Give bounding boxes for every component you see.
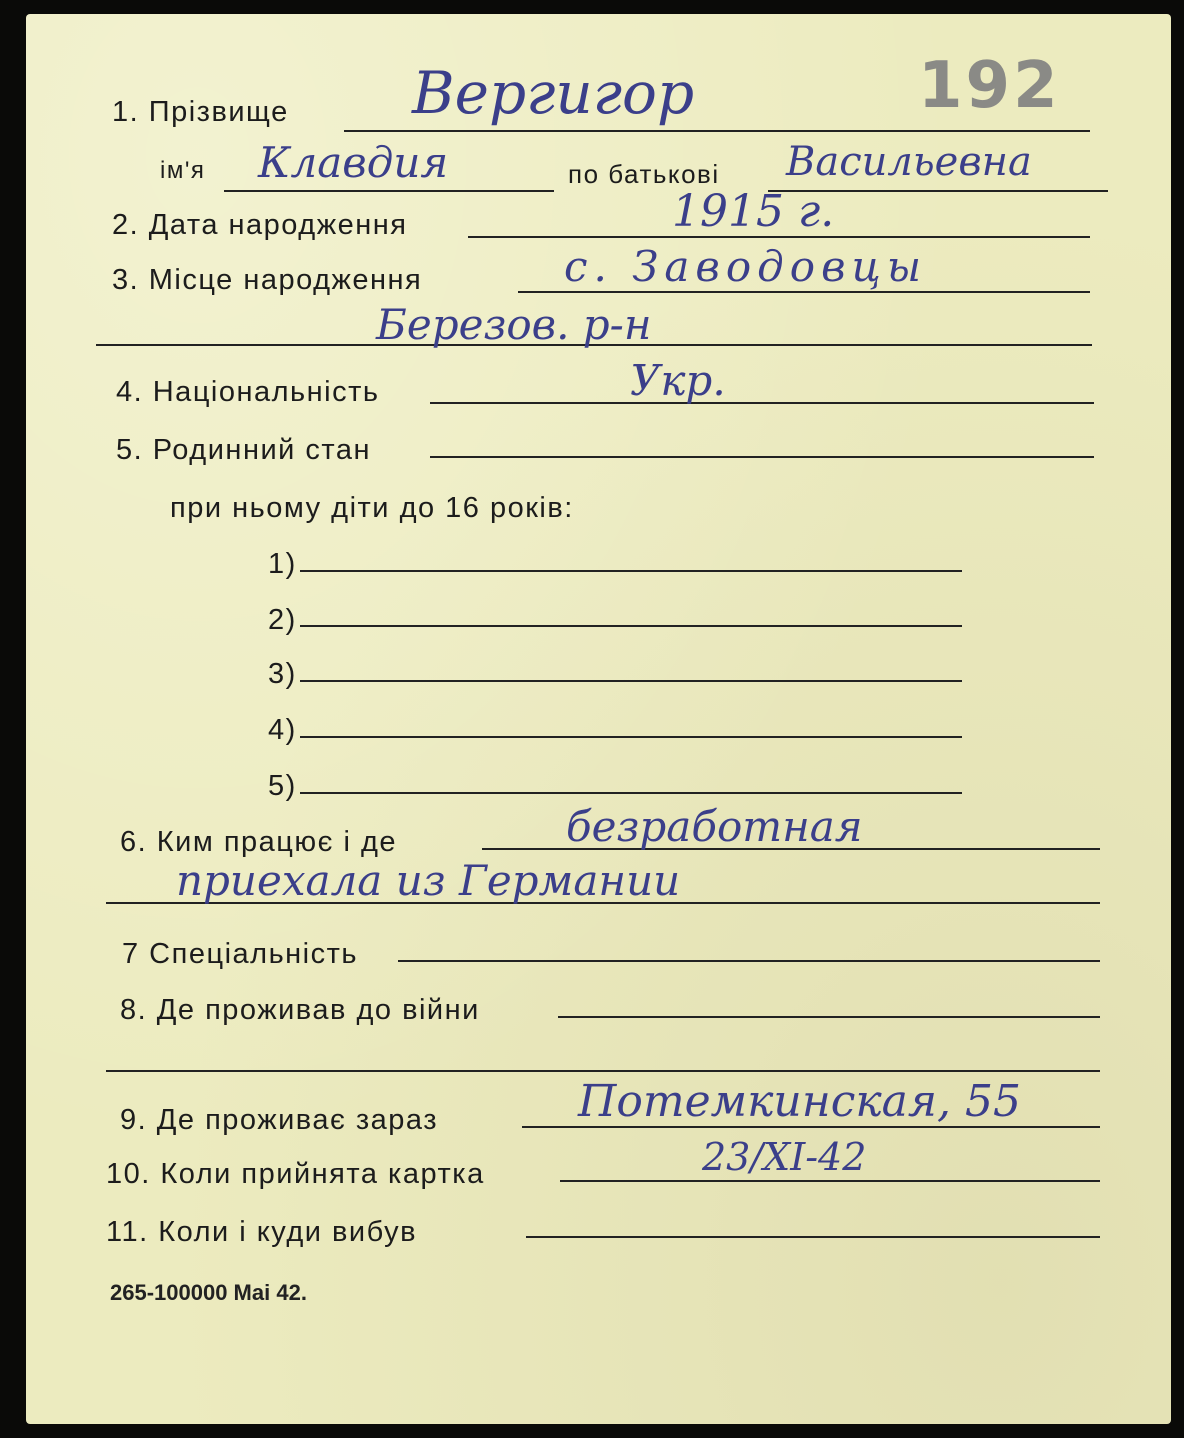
child-slot-5-line: [300, 792, 962, 794]
name-entry: Клавдия: [258, 138, 449, 187]
card-accepted-line: [560, 1180, 1100, 1182]
work-label: 6. Ким працює і де: [120, 826, 398, 858]
birth-place-line: [518, 291, 1090, 293]
child-slot-4-label: 4): [268, 714, 297, 746]
print-code: 265-100000 Mai 42.: [110, 1280, 307, 1305]
family-status-line: [430, 456, 1094, 458]
current-residence-label: 9. Де проживає зараз: [120, 1104, 439, 1136]
patronymic-label: по батькові: [568, 159, 720, 189]
child-slot-2-line: [300, 625, 962, 627]
departed-line: [526, 1236, 1100, 1238]
prewar-residence-line-2: [106, 1070, 1100, 1072]
child-slot-3-label: 3): [268, 658, 297, 690]
surname-entry: Вергигор: [412, 59, 695, 127]
patronymic-entry: Васильевна: [786, 139, 1032, 185]
birth-place-entry-2: Березов. р-н: [376, 300, 652, 349]
card-number: 192: [918, 49, 1061, 123]
name-line: [224, 190, 554, 192]
departed-label: 11. Коли і куди вибув: [106, 1216, 417, 1248]
child-slot-1-label: 1): [268, 548, 297, 580]
birth-place-entry-1: с. Заводовцы: [564, 242, 928, 291]
specialty-label: 7 Спеціальність: [122, 938, 359, 970]
child-slot-5-label: 5): [268, 770, 297, 802]
child-slot-4-line: [300, 736, 962, 738]
child-slot-2-label: 2): [268, 604, 297, 636]
work-entry-1: безработная: [566, 802, 863, 851]
registration-card: [26, 14, 1171, 1424]
child-slot-1-line: [300, 570, 962, 572]
birth-date-entry: 1915 г.: [672, 186, 835, 237]
surname-label: 1. Прізвище: [112, 96, 289, 128]
family-status-label: 5. Родинний стан: [116, 434, 372, 466]
card-accepted-entry: 23/XI-42: [702, 1135, 867, 1179]
card-accepted-label: 10. Коли прийнята картка: [106, 1158, 485, 1190]
surname-line: [344, 130, 1090, 132]
prewar-residence-label: 8. Де проживав до війни: [120, 994, 480, 1026]
children-label: при ньому діти до 16 років:: [170, 492, 574, 524]
child-slot-3-line: [300, 680, 962, 682]
name-label: ім'я: [160, 157, 206, 184]
nationality-line: [430, 402, 1094, 404]
prewar-residence-line: [558, 1016, 1100, 1018]
nationality-label: 4. Національність: [116, 376, 380, 408]
specialty-line: [398, 960, 1100, 962]
birth-place-label: 3. Місце народження: [112, 264, 423, 296]
nationality-entry: Укр.: [630, 356, 726, 405]
birth-date-label: 2. Дата народження: [112, 209, 408, 241]
current-residence-entry: Потемкинская, 55: [578, 1076, 1021, 1127]
work-entry-2: приехала из Германии: [176, 856, 681, 905]
